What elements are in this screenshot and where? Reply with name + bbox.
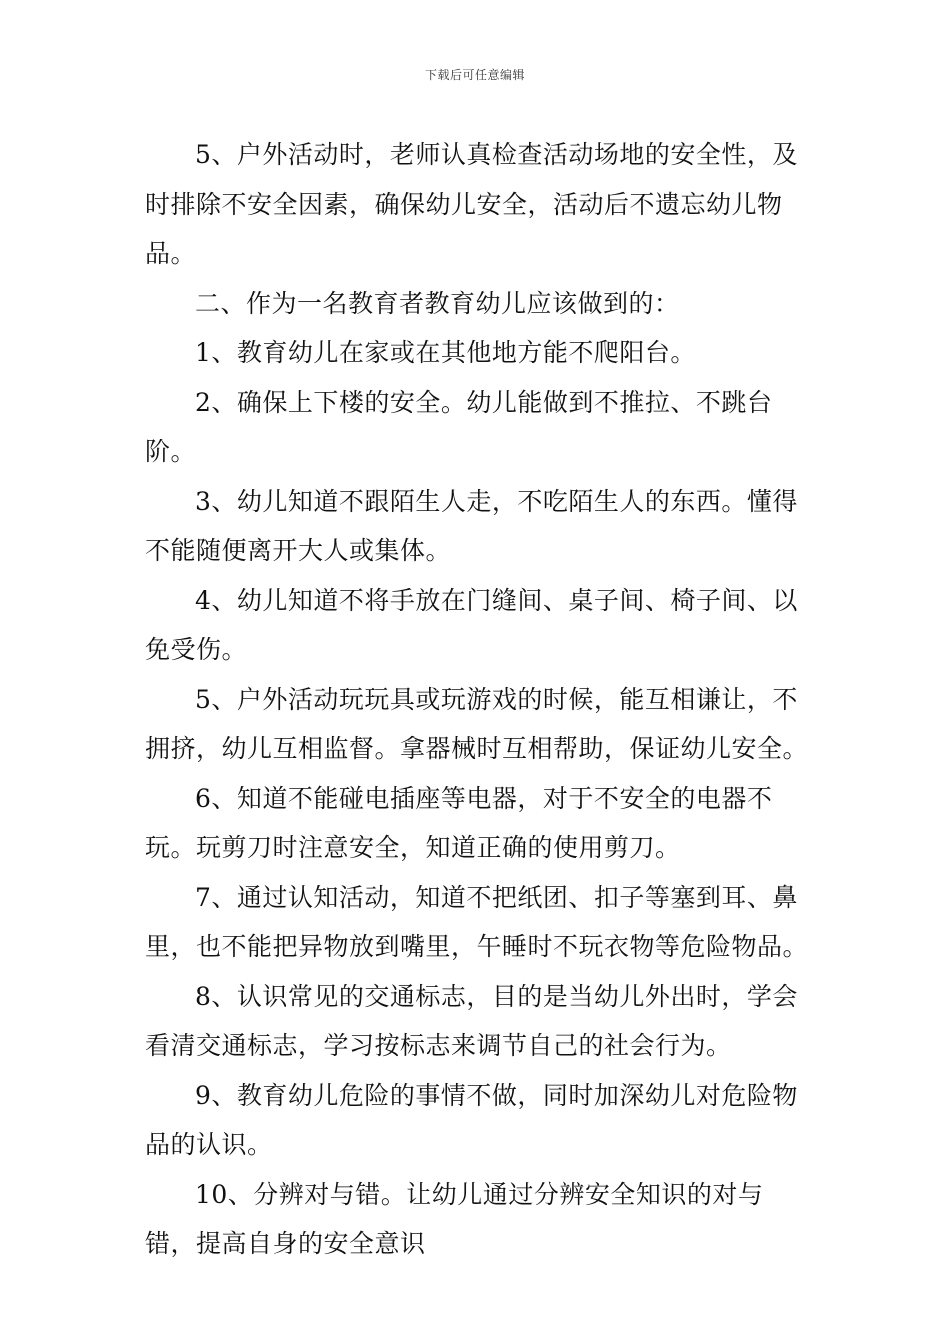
paragraph-item-1: 1、教育幼儿在家或在其他地方能不爬阳台。 (195, 338, 696, 367)
paragraph-item-10: 10、分辨对与错。让幼儿通过分辨安全知识的对与错，提高自身的安全意识 (145, 1179, 764, 1258)
paragraph-item-2: 2、确保上下楼的安全。幼儿能做到不推拉、不跳台阶。 (145, 387, 773, 466)
paragraph-item-7: 7、通过认知活动，知道不把纸团、扣子等塞到耳、鼻里，也不能把异物放到嘴里，午睡时不玩衣物等危险物品。 (145, 882, 809, 961)
paragraph-item-9: 9、教育幼儿危险的事情不做，同时加深幼儿对危险物品的认识。 (145, 1080, 798, 1159)
paragraph-item-8: 8、认识常见的交通标志，目的是当幼儿外出时，学会看清交通标志，学习按标志来调节自己的社会行为。 (145, 981, 798, 1060)
paragraph-item-4: 4、幼儿知道不将手放在门缝间、桌子间、椅子间、以免受伤。 (145, 585, 798, 664)
paragraph-item-5: 5、户外活动玩玩具或玩游戏的时候，能互相谦让，不拥挤，幼儿互相监督。拿器械时互相帮助，保证幼儿安全。 (145, 684, 809, 763)
section-heading-educator: 二、作为一名教育者教育幼儿应该做到的： (195, 288, 680, 318)
document-body (145, 130, 810, 1269)
paragraph-outdoor-check: 5、户外活动时，老师认真检查活动场地的安全性，及时排除不安全因素，确保幼儿安全，活动后不遗忘幼儿物品。 (145, 140, 798, 268)
header-note: 下载后可任意编辑 (424, 68, 525, 82)
paragraph-item-6: 6、知道不能碰电插座等电器，对于不安全的电器不玩。玩剪刀时注意安全，知道正确的使用剪刀。 (145, 783, 773, 862)
paragraph-item-3: 3、幼儿知道不跟陌生人走，不吃陌生人的东西。懂得不能随便离开大人或集体。 (145, 486, 798, 565)
